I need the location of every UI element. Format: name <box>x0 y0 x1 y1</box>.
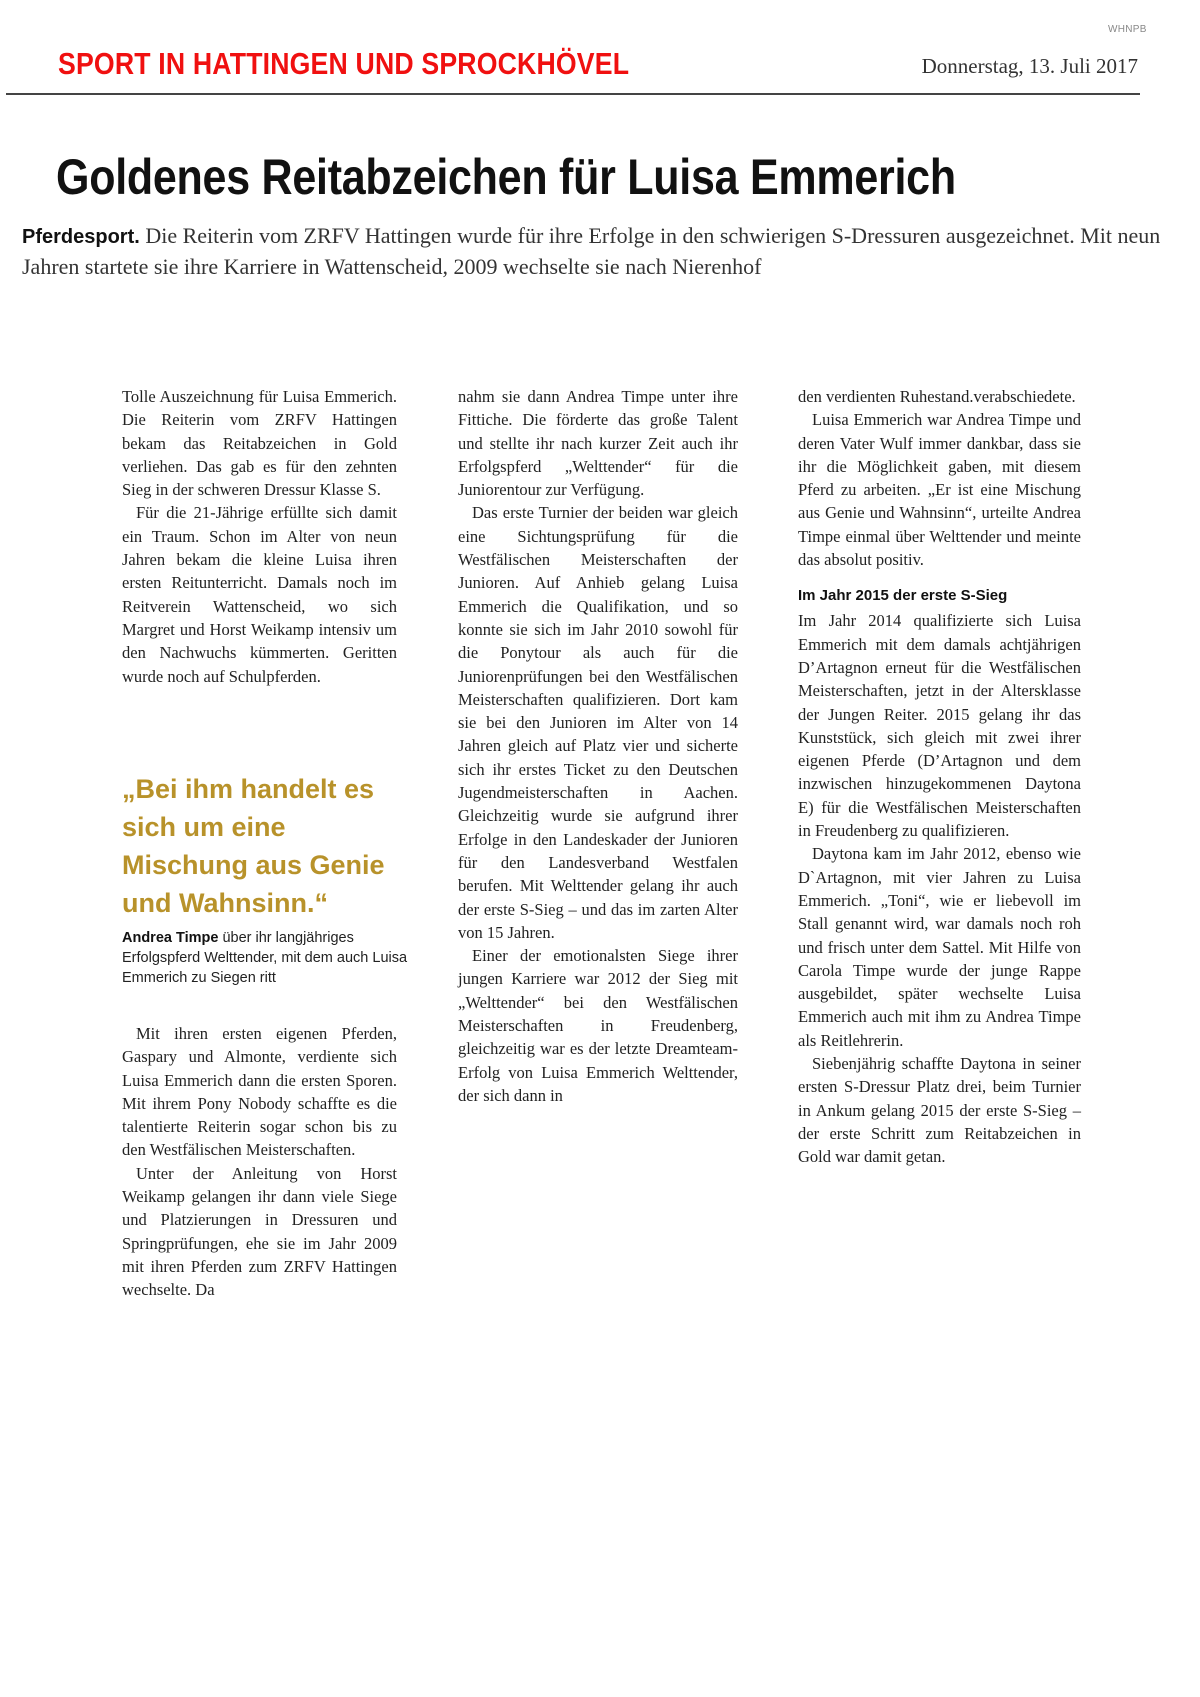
article-headline: Goldenes Reitabzeichen für Luisa Emmerich <box>56 149 956 205</box>
section-title: SPORT IN HATTINGEN UND SPROCKHÖVEL <box>58 46 630 81</box>
paragraph: Für die 21-Jährige erfüllte sich damit ein Traum. Schon im Alter von neun Jahren bekam die kleine Luisa ihren ersten Reitunterricht. Damals noch im Reitverein Wattenscheid, wo sich Margret und Horst Weikamp intensiv um den Nachwuchs kümmerten. Geritten wurde noch auf Schulpferden. <box>122 503 397 686</box>
subheading: Im Jahr 2015 der erste S-Sieg <box>798 587 1008 605</box>
paragraph: Im Jahr 2014 qualifizierte sich Luisa Emmerich mit dem damals achtjährigen D’Artagnon erneut für die Westfälischen Meisterschaften, jetzt in der Altersklasse der Jungen Reiter. 2015 gelang ihr das Kunststück, sich gleich mit zwei ihrer eigenen Pferde (D’Artagnon und dem inzwischen hinzugekommenen Daytona E) für die Westfälischen Meisterschaften in Freudenberg zu qualifizieren. <box>798 611 1081 841</box>
paragraph: Daytona kam im Jahr 2012, ebenso wie D`Artagnon, mit vier Jahren zu Luisa Emmerich. „Toni“, wie er liebevoll im Stall genannt wird, war damals noch roh und frisch unter dem Sattel. Mit Hilfe von Carola Timpe wurde der junge Rappe ausgebildet, später wechselte Luisa Emmerich auch mit ihm zu Andrea Timpe als Reitlehrerin. <box>798 844 1081 1050</box>
paragraph: Das erste Turnier der beiden war gleich eine Sichtungsprüfung für die Westfälischen Meisterschaften der Junioren. Auf Anhieb gelang Luisa Emmerich die Qualifikation, und so konnte sie sich im Jahr 2010 sowohl für die Ponytour als auch für die Juniorenprüfungen bei den Westfälischen Meisterschaften qualifizieren. Dort kam sie bei den Junioren im Alter von 14 Jahren gleich auf Platz vier und sicherte sich ihr erstes Ticket zu den Deutschen Jugendmeisterschaften in Aachen. Gleichzeitig wurde sie aufgrund ihrer Erfolge in den Landeskader der Junioren für den Landesverband Westfalen berufen. Mit Welttender gelang ihr auch der erste S-Sieg – und das im zarten Alter von 15 Jahren. <box>458 503 738 942</box>
paragraph: Tolle Auszeichnung für Luisa Emmerich. Die Reiterin vom ZRFV Hattingen bekam das Reitabzeichen in Gold verliehen. Das gab es für den zehnten Sieg in der schweren Dressur Klasse S. <box>122 387 397 500</box>
issue-date: Donnerstag, 13. Juli 2017 <box>921 54 1138 78</box>
teaser-text: Die Reiterin vom ZRFV Hattingen wurde für ihre Erfolge in den schwierigen S-Dressuren ausgezeichnet. Mit neun Jahren startete sie ihre Karriere in Wattenscheid, 2009 wechselte sie nach Nierenhof <box>22 223 1161 279</box>
paragraph: Siebenjährig schaffte Daytona in seiner ersten S-Dressur Platz drei, beim Turnier in Ankum gelang 2015 der erste S-Sieg – der erste Schritt zum Reitabzeichen in Gold war damit getan. <box>798 1054 1081 1167</box>
column-1-continued <box>122 1022 397 1302</box>
teaser-kicker: Pferdesport. <box>22 226 140 248</box>
pull-quote <box>122 770 412 988</box>
pull-quote-text: „Bei ihm handelt es sich um eine Mischung aus Genie und Wahnsinn.“ <box>122 774 385 918</box>
column-2 <box>458 385 738 1107</box>
article-teaser <box>22 221 1192 282</box>
attribution-name: Andrea Timpe <box>122 930 219 946</box>
paragraph: nahm sie dann Andrea Timpe unter ihre Fittiche. Die förderte das große Talent und stellte ihr nach kurzer Zeit auch ihr Erfolgspferd „Welttender“ für die Juniorentour zur Verfügung. <box>458 387 738 500</box>
pull-quote-attribution <box>122 928 412 988</box>
paragraph: den verdienten Ruhestand.verabschiedete. <box>798 387 1076 406</box>
attribution-text: über ihr langjähriges Erfolgspferd Welttender, mit dem auch Luisa Emmerich zu Siegen ritt <box>122 930 408 986</box>
paragraph: Einer der emotionalsten Siege ihrer jungen Karriere war 2012 der Sieg mit „Welttender“ bei den Westfälischen Meisterschaften in Freudenberg, gleichzeitig war es der letzte Dreamteam-Erfolg von Luisa Emmerich Welttender, der sich dann in <box>458 946 738 1105</box>
paragraph: Mit ihren ersten eigenen Pferden, Gaspary und Almonte, verdiente sich Luisa Emmerich dann die ersten Sporen. Mit ihrem Pony Nobody schaffte es die talentierte Reiterin sogar schon bis zu den Westfälischen Meisterschaften. <box>122 1024 397 1160</box>
paragraph: Unter der Anleitung von Horst Weikamp gelangen ihr dann viele Siege und Platzierungen in Dressuren und Springprüfungen, ehe sie im Jahr 2009 mit ihren Pferden zum ZRFV Hattingen wechselte. Da <box>122 1163 397 1300</box>
page-code: WHNPB <box>1108 24 1147 35</box>
paragraph: Luisa Emmerich war Andrea Timpe und deren Vater Wulf immer dankbar, dass sie ihr die Möglichkeit gaben, mit diesem Pferd zu arbeiten. „Er ist eine Mischung aus Genie und Wahnsinn“, urteilte Andrea Timpe einmal über Welttender und meinte das absolut positiv. <box>798 410 1081 570</box>
column-1 <box>122 385 397 688</box>
column-3 <box>798 385 1081 1169</box>
header-rule <box>6 93 1140 95</box>
